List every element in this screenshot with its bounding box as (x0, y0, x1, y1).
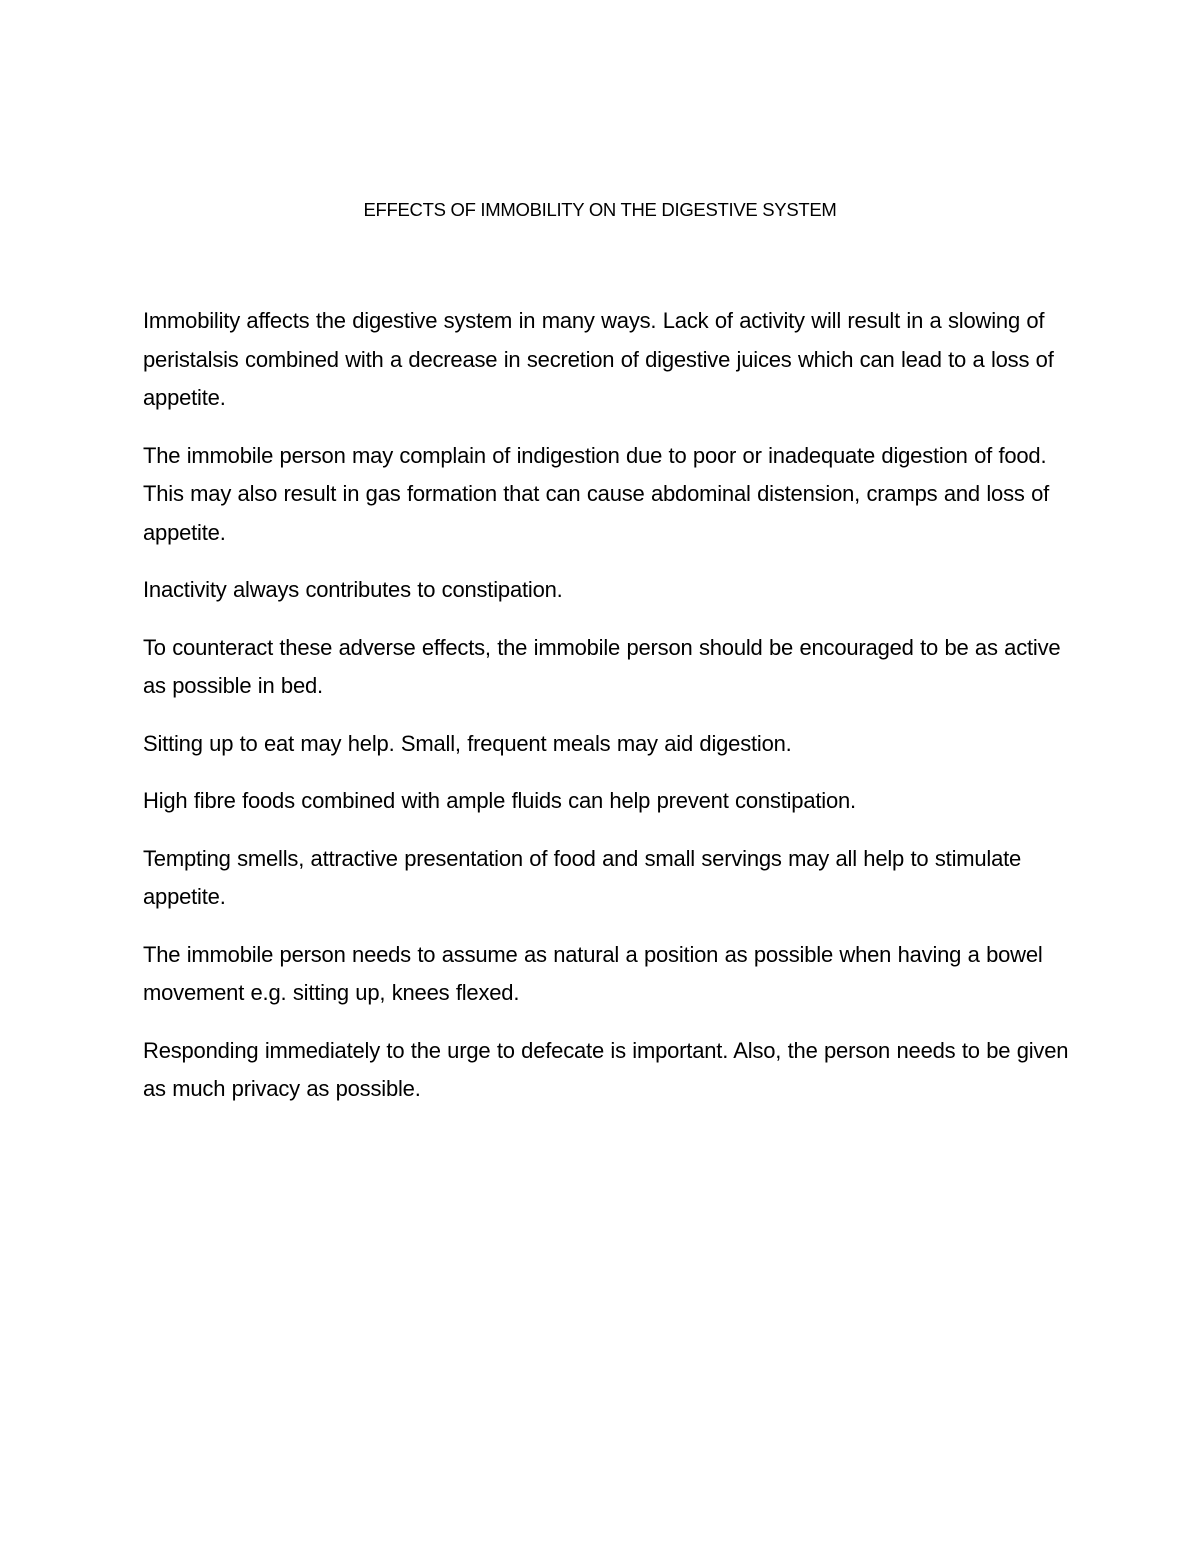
paragraph-fibre: High fibre foods combined with ample fluids can help prevent constipation. (143, 788, 856, 813)
paragraph-immobility-overview: Immobility affects the digestive system in many ways. Lack of activity will result in a slowing of peristalsis combined with a decrease in secretion of digestive juices which can lead to a loss of appetite. (143, 308, 1054, 410)
document-body (143, 302, 1078, 1128)
paragraph-indigestion: The immobile person may complain of indigestion due to poor or inadequate digestion of food. This may also result in gas formation that can cause abdominal distension, cramps and loss of appetite. (143, 442, 1050, 545)
paragraph-counteract: To counteract these adverse effects, the immobile person should be encouraged to be as active as possible in bed. (143, 634, 1061, 698)
paragraph-privacy: Responding immediately to the urge to defecate is important. Also, the person needs to be given as much privacy as possible. (143, 1037, 1069, 1101)
paragraph-bowel-position: The immobile person needs to assume as natural a position as possible when having a bowel movement e.g. sitting up, knees flexed. (143, 941, 1043, 1005)
paragraph-meals: Sitting up to eat may help. Small, frequent meals may aid digestion. (143, 730, 792, 756)
document-title: EFFECTS OF IMMOBILITY ON THE DIGESTIVE SYSTEM (363, 199, 837, 220)
paragraph-appetite: Tempting smells, attractive presentation of food and small servings may all help to stimulate appetite. (143, 845, 1022, 909)
paragraph-constipation: Inactivity always contributes to constipation. (143, 577, 563, 602)
